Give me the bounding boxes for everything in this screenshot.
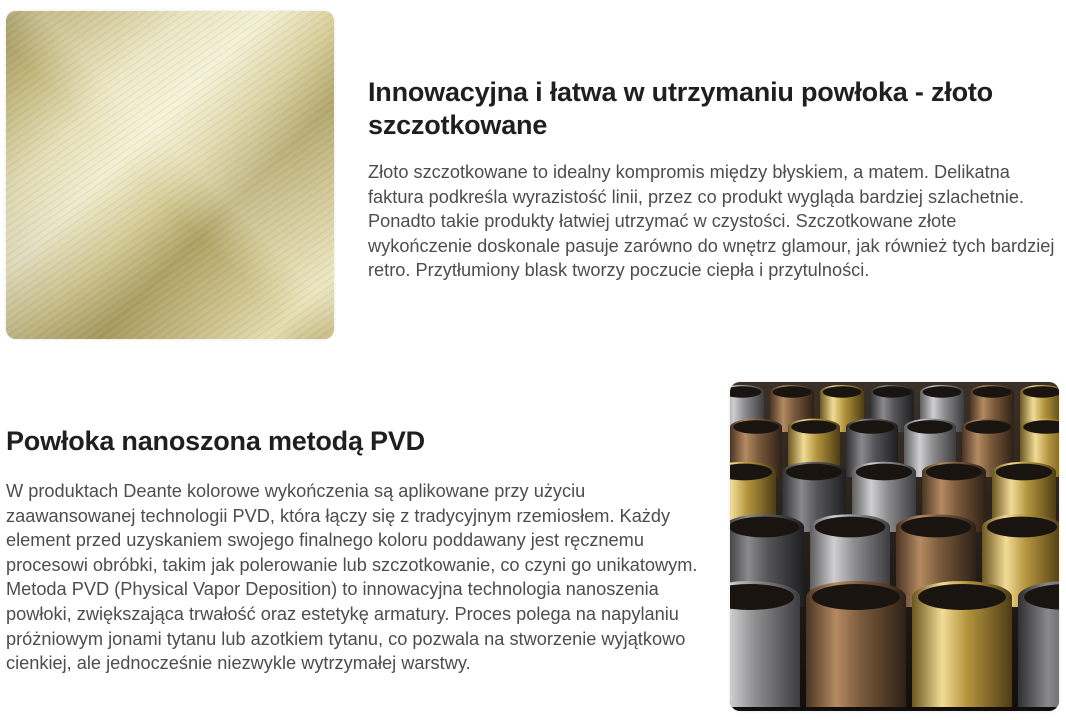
section-heading-pvd: Powłoka nanoszona metodą PVD bbox=[6, 426, 425, 456]
tube-opening bbox=[733, 420, 779, 434]
tube-opening bbox=[823, 386, 862, 397]
tube-opening bbox=[849, 420, 895, 434]
tube-opening bbox=[973, 386, 1012, 397]
tube-opening bbox=[856, 464, 912, 481]
tube-body bbox=[806, 597, 906, 707]
pvd-metal-tubes-image bbox=[730, 382, 1059, 711]
section-paragraph-brushed-gold: Złoto szczotkowane to idealny kompromis między błyskiem, a matem. Delikatna faktura podkreśla wyrazistość linii, przez co produkt wygląda bardziej szlachetnie. Ponadto takie produkty łatwiej utrzymać w czystości. Szczotkowane złote wykończenie doskonale pasuje zarówno do wnętrz glamour, jak również tych bardziej retro. Przytłumiony blask tworzy poczucie ciepła i przytulności. bbox=[368, 162, 1055, 281]
tube-body bbox=[1018, 597, 1059, 707]
tube-opening bbox=[907, 420, 953, 434]
tube-body bbox=[730, 597, 800, 707]
tube-opening bbox=[923, 386, 962, 397]
tube-opening bbox=[815, 517, 885, 538]
tube-opening bbox=[918, 584, 1006, 610]
section-paragraph-pvd: W produktach Deante kolorowe wykończenia są aplikowane przy użyciu zaawansowanej technologii PVD, która łączy się z tradycyjnym rzemiosłem. Każdy element przed uzyskaniem swojego finalnego koloru poddawany jest ręcznemu procesowi obróbki, takim jak polerowanie lub szczotkowanie, co czyni go unikatowym. Metoda PVD (Physical Vapor Deposition) to innowacyjna technologia nanoszenia powłoki, zwiększająca trwałość oraz estetykę armatury. Proces polega na napylaniu próżniowym jonami tytanu lub azotkiem tytanu, co pozwala na stworzenie wyjątkowo cienkiej, ale jednocześnie niezwykle wytrzymałej warstwy. bbox=[6, 481, 698, 674]
tube-body bbox=[912, 597, 1012, 707]
tube-opening bbox=[773, 386, 812, 397]
tube-opening bbox=[965, 420, 1011, 434]
section-heading-brushed-gold: Innowacyjna i łatwa w utrzymaniu powłoka - złoto szczotkowane bbox=[368, 77, 993, 140]
tube-opening bbox=[926, 464, 982, 481]
tube-opening bbox=[812, 584, 900, 610]
tube-opening bbox=[996, 464, 1052, 481]
tube-opening bbox=[791, 420, 837, 434]
tube-opening bbox=[730, 517, 799, 538]
tube-opening bbox=[901, 517, 971, 538]
tube-opening bbox=[786, 464, 842, 481]
tube-opening bbox=[873, 386, 912, 397]
tube-opening bbox=[987, 517, 1057, 538]
brushed-gold-texture-image bbox=[6, 11, 334, 339]
